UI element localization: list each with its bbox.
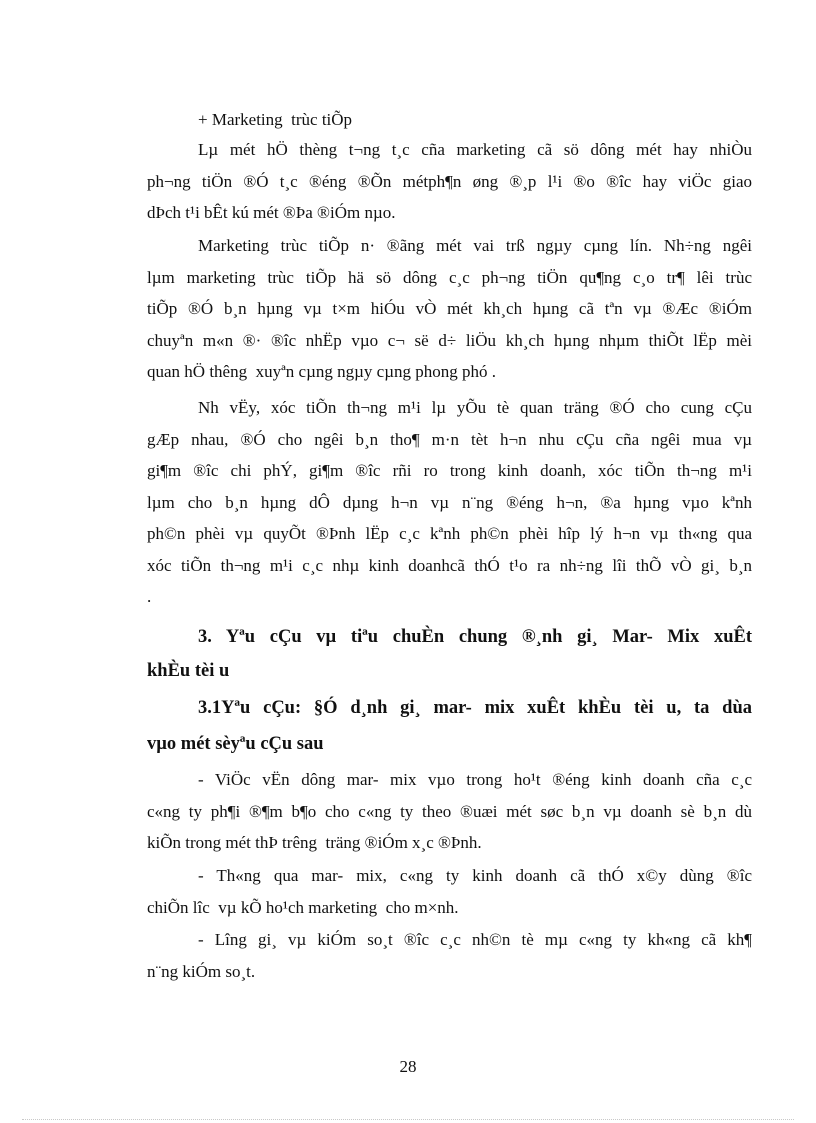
- text-line: c«ng ty ph¶i ®¶m b¶o cho c«ng ty theo ®uæi mét søc b¸n vµ doanh sè b¸n dù: [147, 801, 752, 821]
- text-line: vµo mét sèyªu cÇu sau: [147, 734, 324, 754]
- paragraph-direct-marketing-definition: [147, 134, 752, 229]
- text-line: gÆp nhau, ®Ó cho ngêi b¸n tho¶ m·n tèt h¬n nhu cÇu cña ngêi mua vµ: [147, 429, 752, 449]
- text-line: tiÕp ®Ó b¸n hµng vµ t×m hiÓu vÒ mét kh¸ch hµng cã tªn vµ ®Æc ®iÓm: [147, 299, 752, 318]
- text-line: ph©n phèi vµ quyÕt ®Þnh lËp c¸c kªnh ph©n phèi hîp lý h¬n vµ th«ng qua: [147, 524, 752, 543]
- text-line: .: [147, 587, 152, 606]
- paragraph-promotion-summary: [147, 392, 752, 613]
- text-line: + Marketing trùc tiÕp: [198, 110, 353, 129]
- text-line: gi¶m ®îc chi phÝ, gi¶m ®îc rñi ro trong kinh doanh, xóc tiÕn th¬ng m¹i: [147, 461, 752, 480]
- paragraph-direct-marketing-role: [147, 230, 752, 388]
- paragraph-requirement-1: [147, 764, 752, 859]
- section-heading-direct-marketing: [198, 104, 752, 136]
- text-line: 3.1Yªu cÇu: §Ó d¸nh gi¸ mar- mix xuÊt khÈu tèi u, ta dùa: [198, 698, 752, 718]
- text-line: chuyªn m«n ®· ®îc nhËp vµo c¬ së d÷ liÖu kh¸ch hµng nhµm thiÕt lËp mèi: [147, 330, 752, 350]
- text-line: n¨ng kiÓm so¸t.: [147, 961, 256, 981]
- text-line: - Lîng gi¸ vµ kiÓm so¸t ®îc c¸c nh©n tè mµ c«ng ty kh«ng cã kh¶: [198, 930, 752, 949]
- text-line: dÞch t¹i bÊt kú mét ®Þa ®iÓm nµo.: [147, 203, 396, 222]
- section-heading-3-1: [147, 690, 752, 762]
- text-line: chiÕn lîc vµ kÕ ho¹ch marketing cho m×nh.: [147, 897, 459, 917]
- text-line: Nh vËy, xóc tiÕn th¬ng m¹i lµ yÕu tè quan träng ®Ó cho cung cÇu: [198, 398, 752, 417]
- text-line: ph¬ng tiÖn ®Ó t¸c ®éng ®Õn métph¶n øng ®¸p l¹i ®o ®îc hay viÖc giao: [147, 171, 752, 191]
- text-line: - Th«ng qua mar- mix, c«ng ty kinh doanh cã thÓ x©y dùng ®îc: [198, 866, 752, 885]
- text-line: lµm cho b¸n hµng dÔ dµng h¬n vµ n¨ng ®éng h¬n, ®a hµng vµo kªnh: [147, 492, 752, 512]
- text-line: quan hÖ thêng xuyªn cµng ngµy cµng phong phó .: [147, 362, 497, 381]
- text-line: khÈu tèi u: [147, 661, 230, 681]
- text-line: - ViÖc vËn dông mar- mix vµo trong ho¹t ®éng kinh doanh cña c¸c: [198, 770, 752, 789]
- text-line: lµm marketing trùc tiÕp hä sö dông c¸c ph¬ng tiÖn qu¶ng c¸o tr¶ lêi trùc: [147, 267, 752, 287]
- section-heading-3: [147, 620, 752, 688]
- text-line: Lµ mét hÖ thèng t¬ng t¸c cña marketing cã sö dông mét hay nhiÒu: [198, 140, 752, 159]
- text-line: Marketing trùc tiÕp n· ®ãng mét vai trß ngµy cµng lín. Nh÷ng ngêi: [198, 236, 752, 255]
- page-number: 28: [399, 1057, 417, 1076]
- text-line: xóc tiÕn th¬ng m¹i c¸c nhµ kinh doanhcã thÓ t¹o ra nh÷ng lîi thÕ vÒ gi¸ b¸n: [147, 555, 752, 575]
- text-line: 3. Yªu cÇu vµ tiªu chuÈn chung ®¸nh gi¸ Mar- Mix xuÊt: [198, 627, 752, 647]
- paragraph-requirement-3: [147, 924, 752, 987]
- paragraph-requirement-2: [147, 860, 752, 923]
- text-line: kiÕn trong mét thÞ trêng träng ®iÓm x¸c ®Þnh.: [147, 833, 482, 852]
- page-bottom-divider: [22, 1119, 794, 1120]
